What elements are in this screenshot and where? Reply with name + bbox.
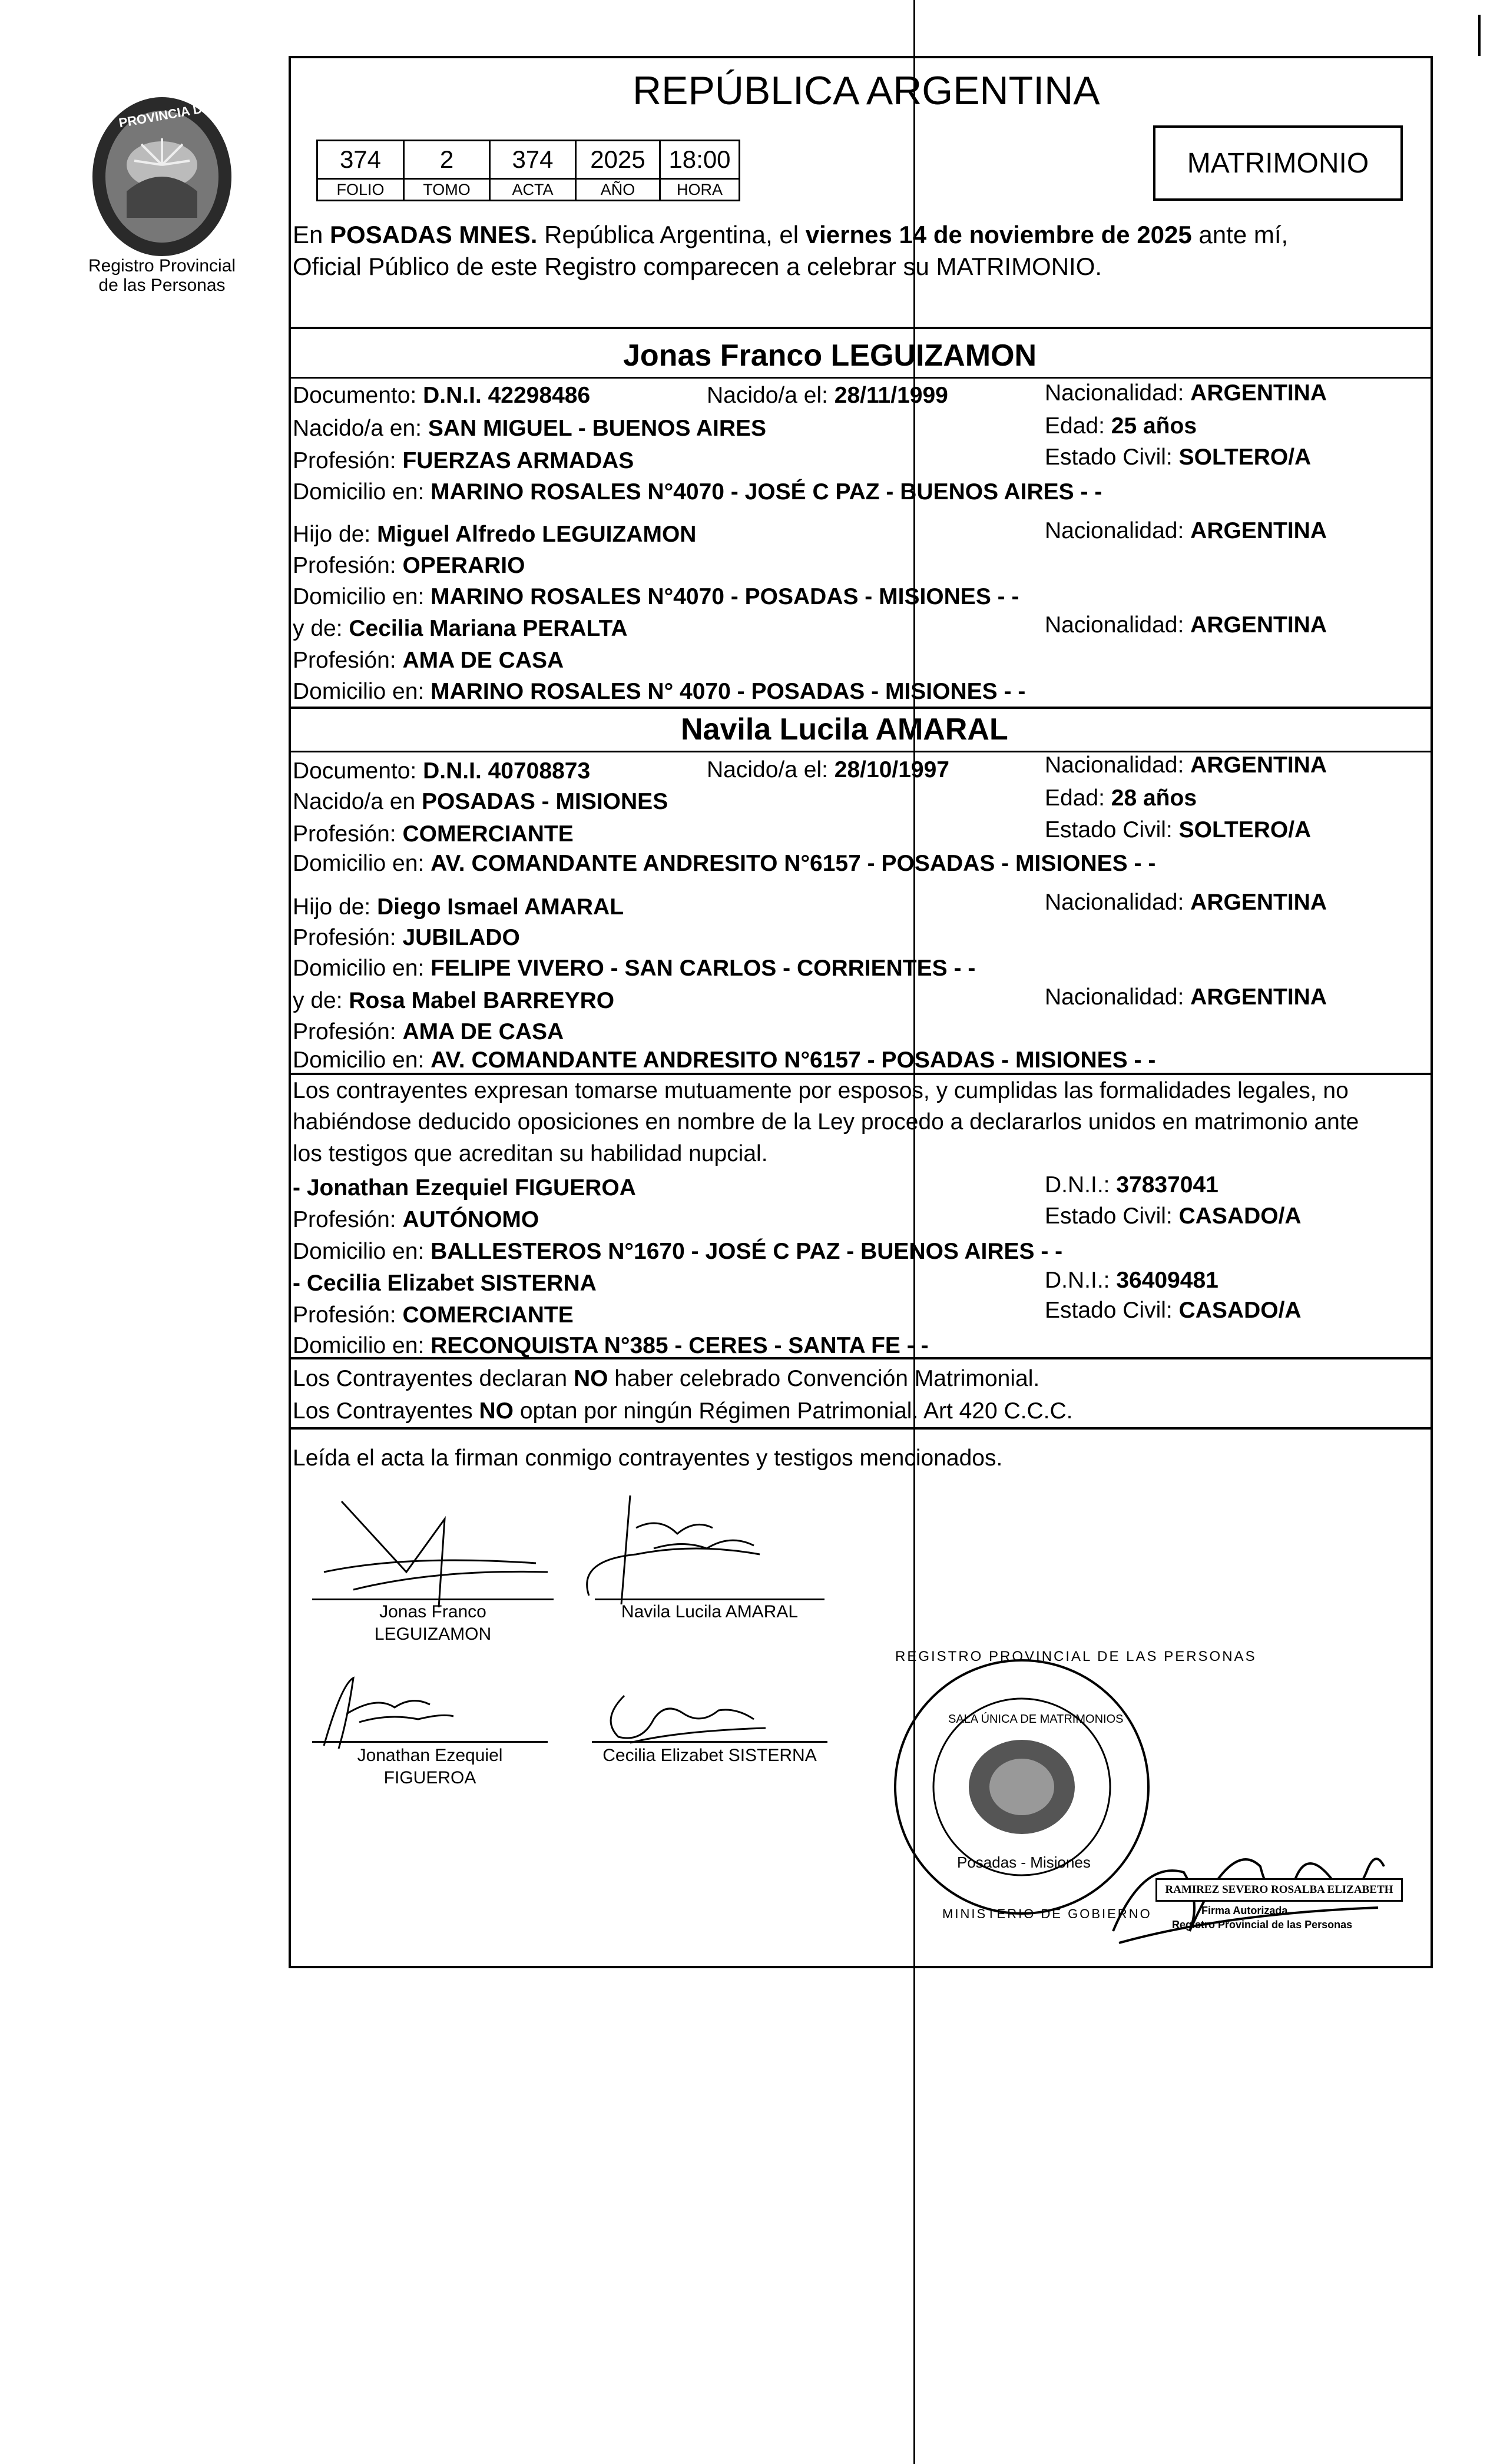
folio-value: 374 [317,141,404,179]
witness1-civil-label: Estado Civil: [1045,1203,1179,1229]
party1-doc-value: D.N.I. 42298486 [423,383,591,408]
party2-mother-prof-label: Profesión: [293,1019,403,1044]
party1-father [293,523,696,546]
witness2-civil-value: CASADO/A [1178,1298,1302,1323]
party1-nat-value: ARGENTINA [1190,380,1327,406]
party2-nat-label: Nacionalidad: [1045,752,1191,778]
convention-line2-post: optan por ningún Régimen Patrimonial. Art 420 C.C.C. [514,1398,1073,1424]
party1-mother-label: y de: [293,616,349,641]
party1-father-addr-value: MARINO ROSALES N°4070 - POSADAS - MISIONES - - [431,584,1019,609]
party2-father-nat [1045,891,1327,914]
party1-mother-addr-label: Domicilio en: [293,679,431,704]
witness2-name: - Cecilia Elizabet SISTERNA [293,1271,597,1296]
witness1-addr [293,1240,1062,1263]
divider-declaration [289,1073,1433,1075]
party1-age [1045,414,1197,437]
party2-birth-value: 28/10/1997 [834,757,949,782]
party2-father-prof [293,926,520,949]
party2-mother-nat [1045,986,1327,1009]
party1-father-prof-label: Profesión: [293,553,403,578]
party1-father-addr [293,585,1019,608]
party2-mother-addr [293,1049,1155,1072]
party1-birth-value: 28/11/1999 [834,383,948,408]
party2-name: Navila Lucila AMARAL [681,712,1008,747]
party1-civil-value: SOLTERO/A [1178,445,1312,470]
party2-doc-value: D.N.I. 40708873 [423,758,591,784]
intro-line1 [293,223,1288,247]
witness2-addr [293,1334,929,1357]
closing-text: Leída el acta la firman conmigo contrayentes y testigos mencionados. [293,1445,1003,1471]
hora-label: HORA [660,179,740,201]
signature-4-line [592,1741,827,1743]
party2-mother-prof [293,1020,564,1043]
party2-addr-value: AV. COMANDANTE ANDRESITO N°6157 - POSADAS - MISIONES - - [431,851,1156,876]
convention-line1-no: NO [573,1366,608,1391]
party1-name: Jonas Franco LEGUIZAMON [623,339,1037,373]
anio-label: AÑO [576,179,660,201]
party1-mother-addr [293,680,1025,703]
intro-pre: En [293,221,330,248]
registry-name-line2: de las Personas [98,276,226,295]
party2-prof-label: Profesión: [293,821,403,847]
signature-2-caption: Navila Lucila AMARAL [621,1602,799,1621]
party2-mother-label: y de: [293,988,349,1013]
party1-civil-label: Estado Civil: [1045,445,1179,470]
witness2-dni-value: 36409481 [1116,1268,1218,1293]
registry-logo [82,88,278,262]
party2-prof [293,823,574,845]
record-number-table [316,140,740,201]
party2-birth [707,758,949,781]
party1-father-value: Miguel Alfredo LEGUIZAMON [377,522,697,547]
witness1-civil-value: CASADO/A [1178,1203,1302,1229]
country-title: REPÚBLICA ARGENTINA [633,68,1100,113]
party1-prof-label: Profesión: [293,448,403,473]
party2-age-value: 28 años [1111,785,1197,811]
party2-mother-addr-label: Domicilio en: [293,1047,431,1073]
witness1-prof [293,1208,539,1231]
party1-civil [1045,446,1311,469]
divider-header [289,327,1433,329]
party2-birth-label: Nacido/a el: [707,757,835,782]
official-org: Registro Provincial de las Personas [1172,1919,1353,1931]
party1-father-label: Hijo de: [293,522,378,547]
witness1-dni-value: 37837041 [1116,1172,1218,1198]
intro-date: viernes 14 de noviembre de 2025 [805,221,1192,248]
witness1-addr-value: BALLESTEROS N°1670 - JOSÉ C PAZ - BUENOS AIRES - - [431,1239,1063,1264]
party1-doc-label: Documento: [293,383,423,408]
folio-label: FOLIO [317,179,404,201]
witness2-civil [1045,1299,1302,1322]
declaration-line1: Los contrayentes expresan tomarse mutuamente por esposos, y cumplidas las formalidades legales, no [293,1078,1349,1103]
signature-1-scribble [318,1495,565,1613]
stamp-ring-outer: REGISTRO PROVINCIAL DE LAS PERSONAS [895,1649,1257,1664]
tomo-label: TOMO [404,179,490,201]
party2-father [293,896,624,918]
party1-addr [293,480,1102,503]
witness1-dni [1045,1173,1218,1196]
registry-name-line1: Registro Provincial [88,256,236,276]
convention-line1 [293,1367,1039,1390]
witness2-prof-label: Profesión: [293,1302,403,1328]
party2-father-addr-value: FELIPE VIVERO - SAN CARLOS - CORRIENTES - - [431,956,976,981]
party1-mother [293,617,628,640]
party2-addr [293,852,1155,875]
signature-4-caption: Cecilia Elizabet SISTERNA [602,1746,817,1765]
party2-civil-label: Estado Civil: [1045,817,1179,843]
party2-born-in [293,790,668,813]
party2-father-nat-value: ARGENTINA [1190,890,1327,915]
signature-1-caption-2: LEGUIZAMON [374,1624,492,1644]
acta-value: 374 [490,141,576,179]
party1-born-in-label: Nacido/a en: [293,416,428,441]
party1-age-value: 25 años [1111,413,1197,439]
stamp-bottom-text: Posadas - Misiones [957,1853,1091,1871]
record-type: MATRIMONIO [1187,147,1369,179]
party2-civil-value: SOLTERO/A [1178,817,1312,843]
party2-doc [293,760,590,782]
party1-name-underline [289,377,1433,379]
party2-mother-prof-value: AMA DE CASA [402,1019,564,1044]
party1-mother-prof-label: Profesión: [293,648,403,673]
declaration-line2: habiéndose deducido oposiciones en nombre de la Ley procedo a declararlos unidos en matrimonio ante [293,1109,1359,1135]
intro-post: ante mí, [1191,221,1289,248]
convention-line2-pre: Los Contrayentes [293,1398,479,1424]
witness2-addr-value: RECONQUISTA N°385 - CERES - SANTA FE - - [431,1333,929,1358]
signature-3-caption-1: Jonathan Ezequiel [357,1746,503,1765]
acta-label: ACTA [490,179,576,201]
party2-age-label: Edad: [1045,785,1111,811]
declaration-line3: los testigos que acreditan su habilidad nupcial. [293,1141,768,1166]
official-title: Firma Autorizada [1201,1905,1288,1916]
party1-mother-nat-value: ARGENTINA [1190,612,1327,638]
official-name-box [1155,1878,1403,1902]
tomo-value: 2 [404,141,490,179]
party2-born-in-value: POSADAS - MISIONES [421,789,668,814]
party1-mother-nat [1045,613,1327,636]
party2-born-in-label: Nacido/a en [293,789,422,814]
party2-civil [1045,818,1311,841]
convention-line2-no: NO [479,1398,514,1424]
witness2-dni-label: D.N.I.: [1045,1268,1117,1293]
intro-mid: República Argentina, el [537,221,806,248]
party2-father-addr [293,957,975,980]
party2-mother-nat-value: ARGENTINA [1190,984,1327,1010]
party1-mother-prof [293,649,564,672]
party2-age [1045,787,1197,810]
party2-mother-value: Rosa Mabel BARREYRO [349,988,615,1013]
party2-father-prof-label: Profesión: [293,925,403,950]
convention-line2 [293,1400,1073,1422]
party1-father-nat-label: Nacionalidad: [1045,518,1191,543]
witness1-civil [1045,1205,1302,1228]
convention-line1-pre: Los Contrayentes declaran [293,1366,574,1391]
party2-nat [1045,754,1327,777]
official-name: RAMIREZ SEVERO ROSALBA ELIZABETH [1165,1883,1393,1896]
divider-party2 [289,707,1433,709]
party2-father-value: Diego Ismael AMARAL [377,894,624,920]
party1-nat [1045,382,1327,404]
party2-father-label: Hijo de: [293,894,378,920]
witness1-addr-label: Domicilio en: [293,1239,431,1264]
party2-mother-nat-label: Nacionalidad: [1045,984,1191,1010]
party1-birth-label: Nacido/a el: [707,383,835,408]
party2-nat-value: ARGENTINA [1190,752,1327,778]
witness2-dni [1045,1269,1218,1292]
witness1-prof-value: AUTÓNOMO [402,1207,539,1232]
party2-prof-value: COMERCIANTE [402,821,574,847]
party2-father-prof-value: JUBILADO [402,925,520,950]
witness2-prof [293,1304,574,1326]
party2-mother-addr-value: AV. COMANDANTE ANDRESITO N°6157 - POSADAS - MISIONES - - [431,1047,1156,1073]
party1-doc [293,384,590,407]
witness2-prof-value: COMERCIANTE [402,1302,574,1328]
party1-mother-addr-value: MARINO ROSALES N° 4070 - POSADAS - MISIONES - - [431,679,1026,704]
anio-value: 2025 [576,141,660,179]
signature-3-line [312,1741,548,1743]
intro-line2: Oficial Público de este Registro comparecen a celebrar su MATRIMONIO. [293,253,1102,280]
party2-doc-label: Documento: [293,758,423,784]
party2-father-addr-label: Domicilio en: [293,956,431,981]
party1-father-nat [1045,519,1327,542]
witness1-name: - Jonathan Ezequiel FIGUEROA [293,1175,636,1201]
party1-father-nat-value: ARGENTINA [1190,518,1327,543]
witness1-dni-label: D.N.I.: [1045,1172,1117,1198]
party1-age-label: Edad: [1045,413,1111,439]
intro-place: POSADAS MNES. [330,221,538,248]
witness1-prof-label: Profesión: [293,1207,403,1232]
edge-mark [1478,15,1481,56]
party1-prof-value: FUERZAS ARMADAS [402,448,634,473]
party1-birth [707,384,948,407]
party2-addr-label: Domicilio en: [293,851,431,876]
signature-2-scribble [565,1484,824,1613]
hora-value: 18:00 [660,141,740,179]
party1-prof [293,449,634,472]
party1-nat-label: Nacionalidad: [1045,380,1191,406]
party1-mother-prof-value: AMA DE CASA [402,648,564,673]
party1-mother-nat-label: Nacionalidad: [1045,612,1191,638]
party1-mother-value: Cecilia Mariana PERALTA [349,616,628,641]
record-type-box [1153,125,1403,201]
witness2-civil-label: Estado Civil: [1045,1298,1179,1323]
stamp-ring-inner: SALA ÚNICA DE MATRIMONIOS [948,1713,1124,1726]
divider-closing [289,1427,1433,1430]
convention-line1-post: haber celebrado Convención Matrimonial. [608,1366,1040,1391]
stamp-ministry: MINISTERIO DE GOBIERNO [942,1906,1152,1921]
party2-mother [293,989,614,1012]
party2-father-nat-label: Nacionalidad: [1045,890,1191,915]
party1-father-prof-value: OPERARIO [402,553,525,578]
party1-addr-value: MARINO ROSALES N°4070 - JOSÉ C PAZ - BUENOS AIRES - - [431,479,1102,505]
signature-1-caption-1: Jonas Franco [379,1602,486,1621]
witness2-addr-label: Domicilio en: [293,1333,431,1358]
party1-father-prof [293,554,525,577]
party1-born-in-value: SAN MIGUEL - BUENOS AIRES [428,416,767,441]
party1-father-addr-label: Domicilio en: [293,584,431,609]
party1-addr-label: Domicilio en: [293,479,431,505]
signature-3-caption-2: FIGUEROA [383,1768,476,1788]
party1-born-in [293,417,766,440]
registry-seal-top-text: PROVINCIA DE MISIONES [117,88,278,131]
